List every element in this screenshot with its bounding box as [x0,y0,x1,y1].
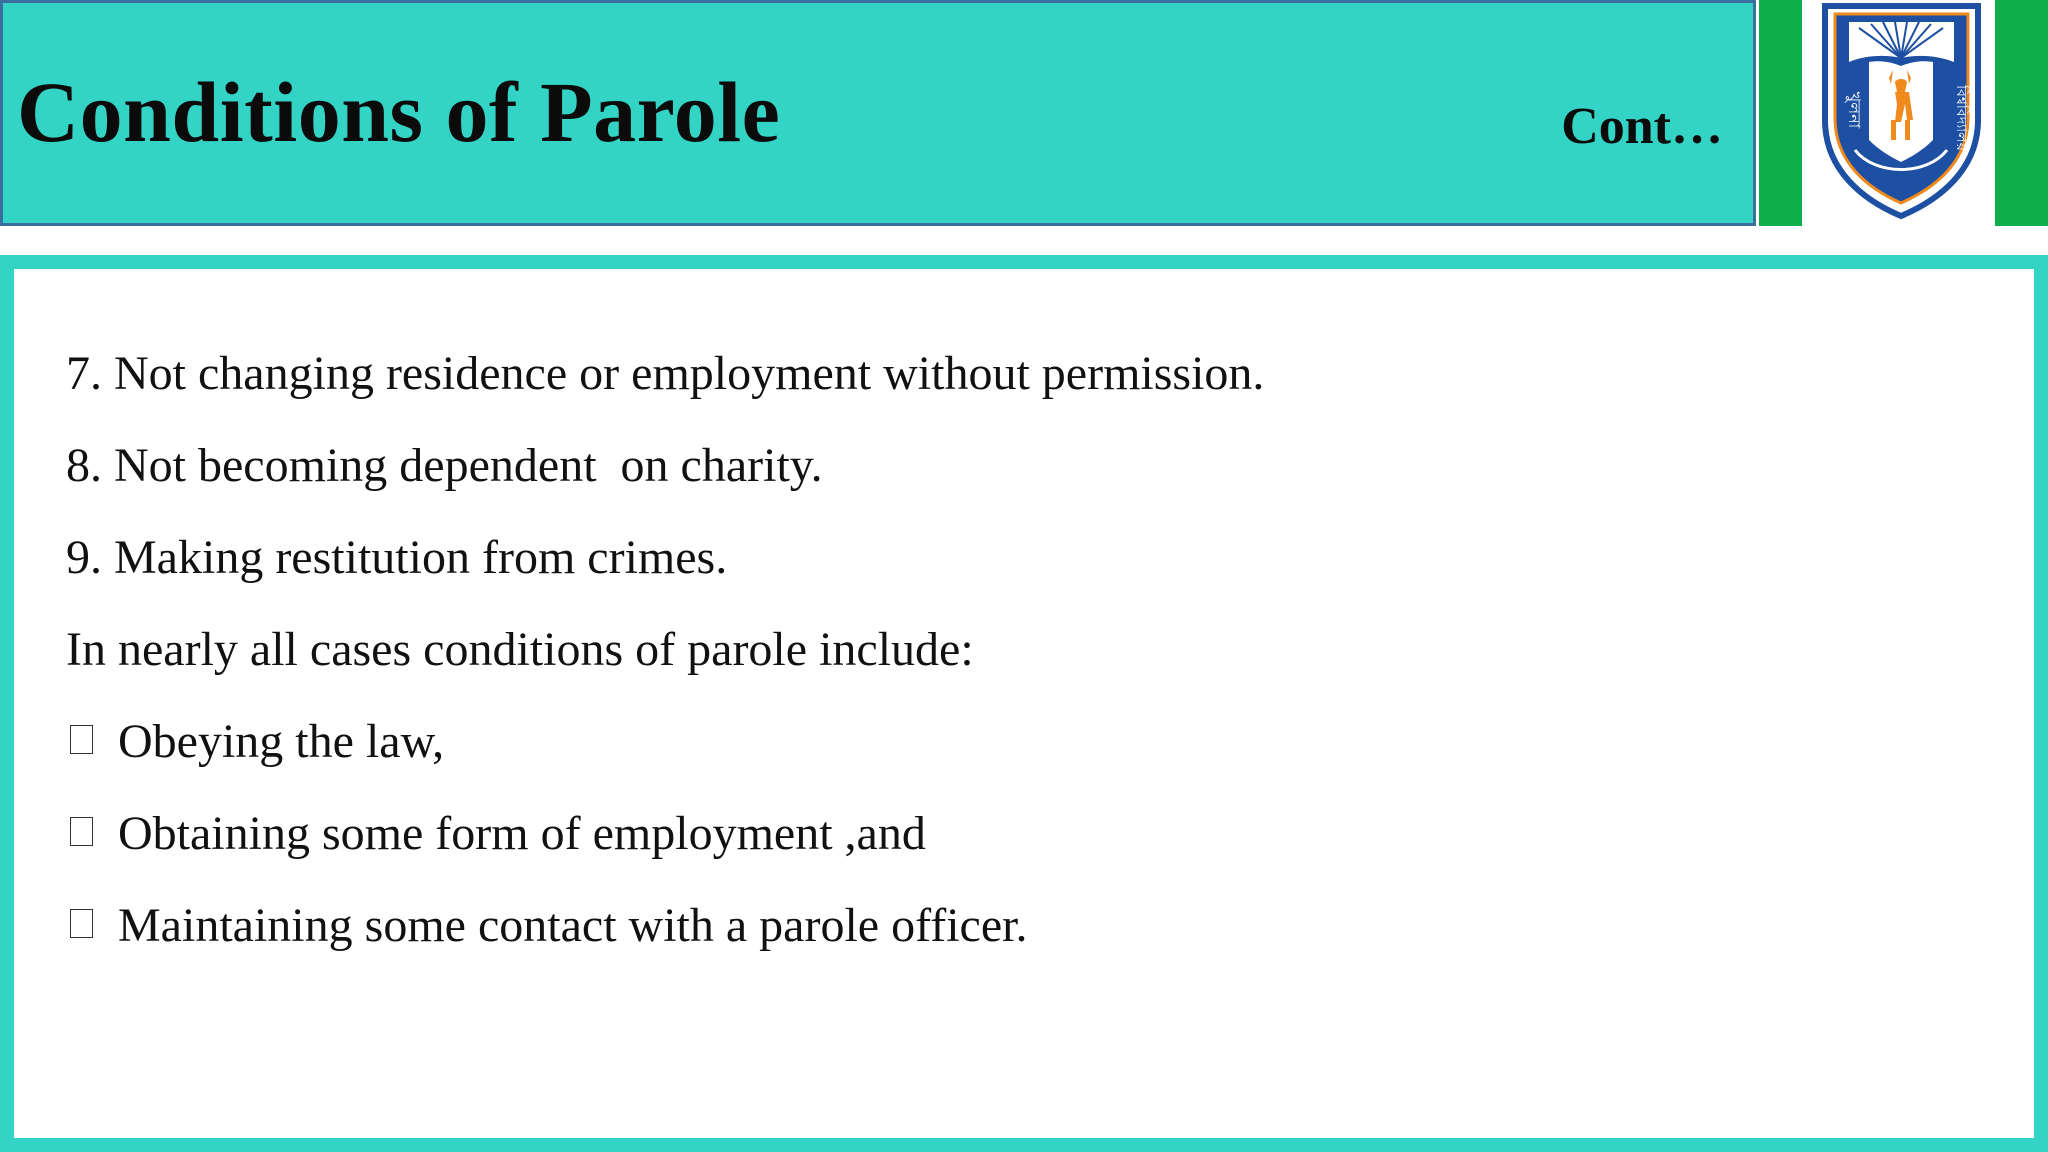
bullet-item: Obeying the law, [118,715,445,768]
numbered-item: 7. Not changing residence or employment without permission. [66,347,1265,400]
content-frame [0,255,2048,1152]
intro-text: In nearly all cases conditions of parole include: [66,623,974,676]
green-stripe-right [1995,0,2048,226]
bullet-item: Maintaining some contact with a parole officer. [118,899,1028,952]
numbered-item: 8. Not becoming dependent on charity. [66,439,823,492]
empty-square-icon [70,909,93,938]
empty-square-icon [70,725,93,754]
slide-title: Conditions of Parole [17,64,781,160]
crest-caption-right: বিশ্ববিদ্যালয় [1953,85,1969,151]
crest-caption-left: খুলনা [1845,91,1864,129]
header-band [0,0,1756,226]
numbered-item: 9. Making restitution from crimes. [66,531,728,584]
empty-square-icon [70,817,93,846]
green-stripe-left [1759,0,1802,226]
continued-label: Cont… [1561,98,1723,155]
bullet-item: Obtaining some form of employment ,and [118,807,926,860]
logo-panel [1759,0,2048,226]
university-crest-icon [1819,0,1984,220]
